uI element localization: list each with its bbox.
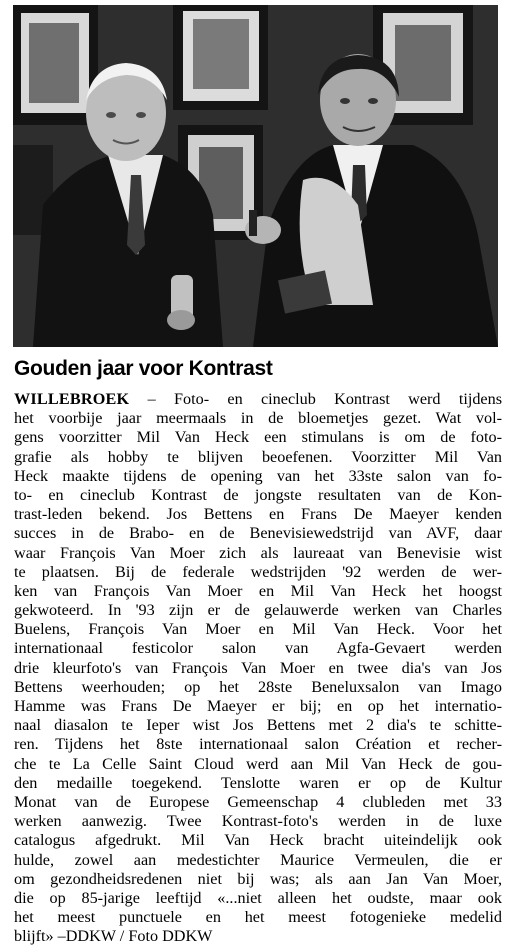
article-line: trast-leden bekend. Jos Bettens en Frans De Maeyer kenden — [14, 505, 502, 524]
article-line: het meest punctuele en het meest fotogenieke medelid — [14, 908, 502, 927]
article-line: om gezondheidsredenen niet bij was; als aan Jan Van Moer, — [14, 869, 502, 888]
news-photo — [13, 5, 498, 347]
article-line: te plaatsen. Bij de federale wedstrijden '92 werden de wer- — [14, 562, 502, 581]
article-line: gekwoteerd. In '93 zijn er de gelauwerde werken van Charles — [14, 601, 502, 620]
article-line: Hamme was Frans De Maeyer er bij; en op het internatio- — [14, 697, 502, 715]
article-body — [14, 390, 502, 946]
article-line: ren. Tijdens het 8ste internationaal salon Création et recher- — [14, 735, 502, 754]
article-line: Bettens weerhouden; op het 28ste Beneluxsalon van Imago — [14, 677, 502, 696]
article-line: ken van François Van Moer en Mil Van Heck het hoogst — [14, 581, 502, 600]
article-line: naal diasalon te Ieper wist Jos Bettens met 2 dia's te schitte- — [14, 716, 502, 735]
photo-illustration — [13, 5, 498, 347]
article-line: grafie als hobby te blijven beoefenen. Voorzitter Mil Van — [14, 447, 502, 466]
dateline: WILLEBROEK — [14, 390, 130, 408]
article-line: het voorbije jaar meermaals in de bloemetjes gezet. Wat vol- — [14, 409, 502, 428]
article-line: blijft» –DDKW / Foto DDKW — [14, 927, 213, 946]
article-line: den medaille toegekend. Tenslotte waren er op de Kultur — [14, 773, 502, 792]
article-line: internationaal festicolor salon van Agfa-Gevaert werden — [14, 639, 502, 658]
article-line: catalogus afgedrukt. Mil Van Heck bracht uiteindelijk ook — [14, 831, 502, 850]
article-line: Heck maakte tijdens de opening van het 33ste salon van fo- — [14, 466, 502, 485]
article-line: drie kleurfoto's van François Van Moer en twee dia's van Jos — [14, 658, 502, 677]
article-line: gens voorzitter Mil Van Heck een stimulans is om de foto- — [14, 428, 502, 447]
article-line: WILLEBROEK – Foto- en cineclub Kontrast werd tijdens — [14, 390, 502, 408]
article-line: hulde, zowel aan medestichter Maurice Vermeulen, die er — [14, 850, 502, 869]
article-line: succes in de Brabo- en de Benevisiewedstrijd van AVF, daar — [14, 524, 502, 543]
article-headline: Gouden jaar voor Kontrast — [14, 357, 273, 380]
article-line: die op 85-jarige leeftijd «...niet alleen het oudste, maar ook — [14, 888, 502, 907]
article-line: to- en cineclub Kontrast de jongste resultaten van de Kon- — [14, 485, 502, 504]
article-line: Buelens, François Van Moer en Mil Van Heck. Voor het — [14, 620, 502, 639]
article-line: Monat van de Europese Gemeenschap 4 clubleden met 33 — [14, 792, 502, 811]
article-line: werken aanwezig. Twee Kontrast-foto's werden in de luxe — [14, 812, 502, 831]
article-line: che te La Celle Saint Cloud werd aan Mil Van Heck de gou- — [14, 754, 502, 773]
article-line: waar François Van Moer zich als laureaat van Benevisie wist — [14, 543, 502, 562]
